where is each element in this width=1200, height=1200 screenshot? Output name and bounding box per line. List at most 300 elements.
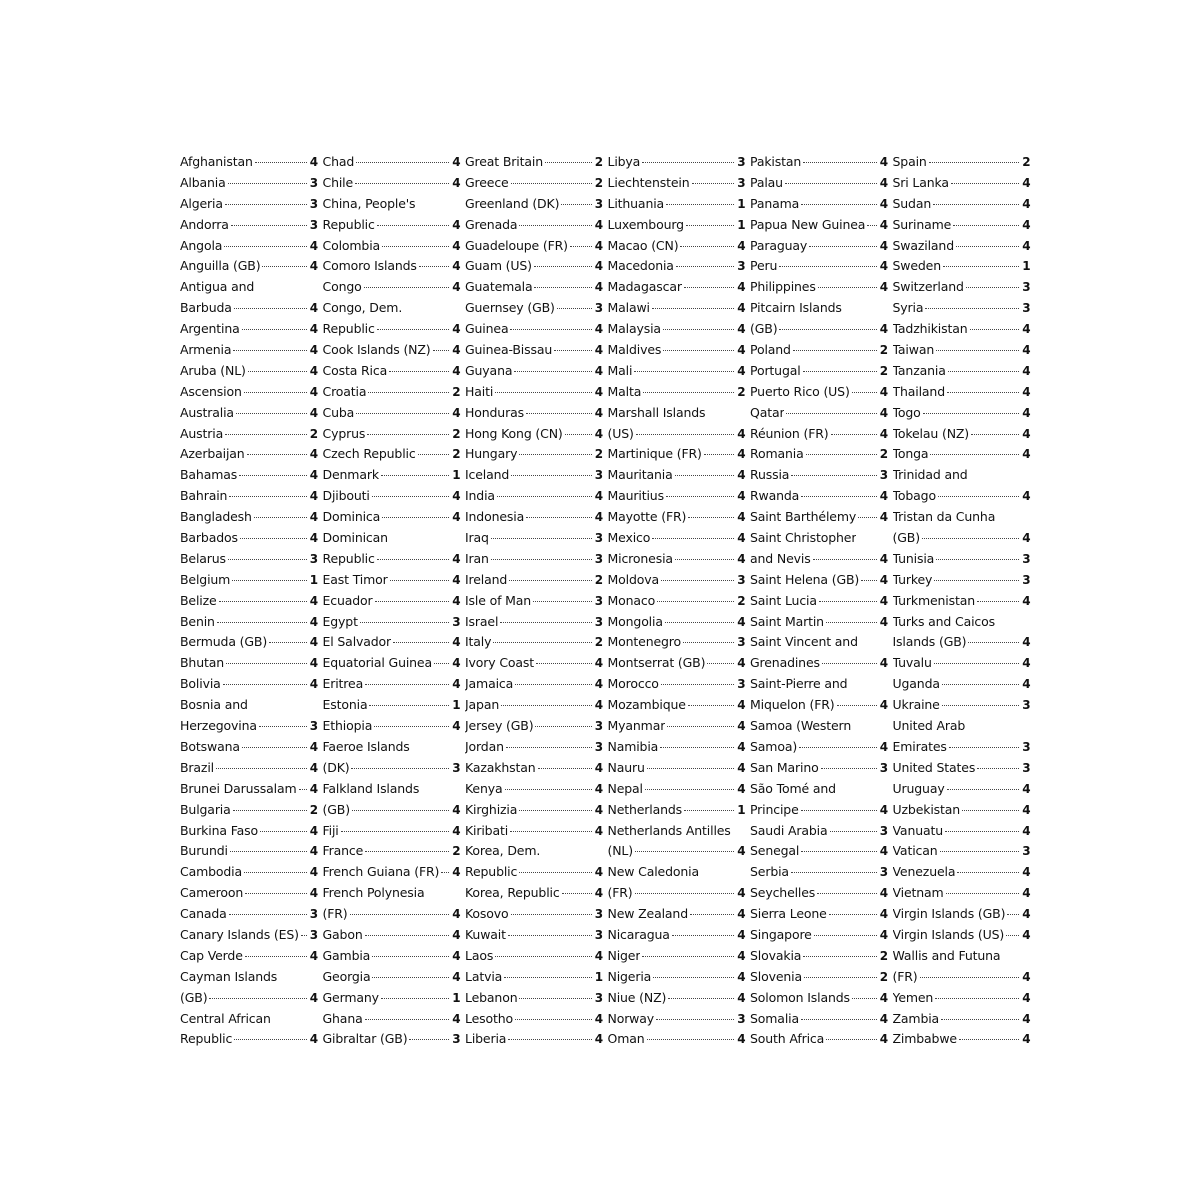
index-entry bbox=[750, 570, 888, 591]
dot-leader bbox=[341, 831, 450, 832]
entry-count: 4 bbox=[1022, 447, 1031, 462]
dot-leader bbox=[822, 663, 877, 664]
entry-count: 4 bbox=[879, 196, 888, 211]
dot-leader bbox=[493, 642, 591, 643]
index-entry bbox=[608, 277, 746, 298]
index-entry bbox=[608, 173, 746, 194]
dot-leader bbox=[683, 642, 734, 643]
index-entry bbox=[323, 674, 461, 695]
index-entry bbox=[750, 1029, 888, 1050]
country-name: (GB) bbox=[750, 321, 778, 337]
index-entry bbox=[608, 298, 746, 319]
dot-leader bbox=[377, 329, 450, 330]
entry-count: 1 bbox=[452, 698, 461, 713]
country-name: Togo bbox=[892, 404, 921, 420]
entry-count: 4 bbox=[309, 781, 318, 796]
index-entry bbox=[180, 695, 318, 716]
index-entry bbox=[893, 298, 1031, 319]
country-name: (FR) bbox=[892, 968, 918, 984]
entry-count: 3 bbox=[1022, 551, 1031, 566]
dot-leader bbox=[519, 998, 591, 999]
dot-leader bbox=[953, 225, 1019, 226]
country-name: Hungary bbox=[465, 446, 518, 462]
dot-leader bbox=[949, 747, 1020, 748]
country-name: and Nevis bbox=[750, 550, 811, 566]
entry-count: 4 bbox=[594, 405, 603, 420]
entry-count: 4 bbox=[452, 969, 461, 984]
dot-leader bbox=[419, 266, 450, 267]
country-name: Lebanon bbox=[465, 989, 518, 1005]
index-entry bbox=[893, 862, 1031, 883]
dot-leader bbox=[519, 810, 592, 811]
dot-leader bbox=[920, 977, 1020, 978]
entry-count: 4 bbox=[737, 343, 746, 358]
entry-count: 4 bbox=[594, 510, 603, 525]
index-entry bbox=[180, 632, 318, 653]
dot-leader bbox=[1006, 935, 1019, 936]
country-name: Botswana bbox=[180, 738, 240, 754]
country-name: Cambodia bbox=[180, 864, 243, 880]
index-entry bbox=[608, 465, 746, 486]
index-entry bbox=[323, 821, 461, 842]
index-entry bbox=[180, 737, 318, 758]
index-entry bbox=[608, 925, 746, 946]
entry-count: 4 bbox=[1022, 363, 1031, 378]
index-entry bbox=[180, 298, 318, 319]
country-name: Egypt bbox=[322, 613, 358, 629]
entry-count: 4 bbox=[309, 405, 318, 420]
country-name: Peru bbox=[750, 258, 778, 274]
entry-count: 3 bbox=[1022, 698, 1031, 713]
dot-leader bbox=[565, 434, 592, 435]
entry-count: 4 bbox=[737, 280, 746, 295]
country-name: Haiti bbox=[465, 383, 494, 399]
index-entry bbox=[180, 382, 318, 403]
country-name: Venezuela bbox=[892, 864, 956, 880]
index-entry bbox=[608, 361, 746, 382]
entry-count: 3 bbox=[309, 175, 318, 190]
entry-count: 4 bbox=[737, 907, 746, 922]
entry-count: 2 bbox=[452, 426, 461, 441]
index-entry bbox=[893, 1029, 1031, 1050]
country-name: Martinique (FR) bbox=[607, 446, 702, 462]
country-name: Estonia bbox=[322, 697, 368, 713]
entry-count: 4 bbox=[879, 990, 888, 1005]
country-name: Tokelau (NZ) bbox=[892, 425, 970, 441]
entry-count: 3 bbox=[594, 301, 603, 316]
index-entry bbox=[465, 967, 603, 988]
country-name: China, People's bbox=[322, 195, 416, 211]
dot-leader bbox=[491, 538, 592, 539]
dot-leader bbox=[652, 308, 734, 309]
index-entry bbox=[323, 403, 461, 424]
dot-leader bbox=[806, 454, 877, 455]
country-name: Zambia bbox=[892, 1010, 940, 1026]
index-entry bbox=[608, 967, 746, 988]
index-entry bbox=[180, 424, 318, 445]
country-name: French Guiana (FR) bbox=[322, 864, 440, 880]
country-name: Cap Verde bbox=[180, 947, 243, 963]
country-name: Czech Republic bbox=[322, 446, 416, 462]
dot-leader bbox=[803, 956, 877, 957]
index-entry bbox=[465, 779, 603, 800]
entry-count: 3 bbox=[309, 551, 318, 566]
country-name: Sweden bbox=[892, 258, 941, 274]
dot-leader bbox=[858, 517, 877, 518]
dot-leader bbox=[369, 705, 449, 706]
dot-leader bbox=[515, 684, 592, 685]
dot-leader bbox=[508, 1039, 592, 1040]
dot-leader bbox=[803, 162, 877, 163]
country-name: Liberia bbox=[465, 1031, 507, 1047]
dot-leader bbox=[786, 413, 876, 414]
dot-leader bbox=[381, 998, 449, 999]
country-name: Montserrat (GB) bbox=[607, 655, 706, 671]
country-name: Turkey bbox=[892, 571, 933, 587]
entry-count: 4 bbox=[594, 280, 603, 295]
index-entry bbox=[608, 862, 746, 883]
dot-leader bbox=[228, 559, 307, 560]
entry-count: 4 bbox=[594, 238, 603, 253]
index-entry bbox=[465, 361, 603, 382]
country-name: Chile bbox=[322, 174, 354, 190]
country-name: Algeria bbox=[180, 195, 223, 211]
country-name: Swaziland bbox=[892, 237, 954, 253]
entry-count: 2 bbox=[452, 844, 461, 859]
dot-leader bbox=[647, 1039, 735, 1040]
index-entry bbox=[465, 173, 603, 194]
index-entry bbox=[323, 465, 461, 486]
index-entry bbox=[608, 340, 746, 361]
country-name: Belarus bbox=[180, 550, 226, 566]
index-entry bbox=[180, 758, 318, 779]
dot-leader bbox=[554, 350, 592, 351]
entry-count: 3 bbox=[594, 907, 603, 922]
dot-leader bbox=[947, 392, 1019, 393]
index-entry bbox=[323, 236, 461, 257]
index-entry bbox=[465, 758, 603, 779]
dot-leader bbox=[562, 893, 592, 894]
dot-leader bbox=[665, 622, 734, 623]
entry-count: 4 bbox=[594, 948, 603, 963]
index-entry bbox=[893, 967, 1031, 988]
entry-count: 3 bbox=[309, 196, 318, 211]
entry-count: 2 bbox=[879, 363, 888, 378]
entry-count: 4 bbox=[309, 301, 318, 316]
dot-leader bbox=[372, 977, 449, 978]
country-name: Brazil bbox=[180, 759, 214, 775]
entry-count: 4 bbox=[452, 802, 461, 817]
dot-leader bbox=[230, 851, 307, 852]
dot-leader bbox=[260, 831, 307, 832]
dot-leader bbox=[809, 246, 877, 247]
index-entry bbox=[608, 424, 746, 445]
index-entry bbox=[323, 925, 461, 946]
dot-leader bbox=[642, 956, 734, 957]
entry-count: 4 bbox=[309, 739, 318, 754]
country-name: Paraguay bbox=[750, 237, 808, 253]
index-entry bbox=[608, 194, 746, 215]
entry-count: 2 bbox=[309, 802, 318, 817]
entry-count: 4 bbox=[737, 489, 746, 504]
index-entry bbox=[893, 173, 1031, 194]
country-name: Croatia bbox=[322, 383, 367, 399]
entry-count: 4 bbox=[309, 656, 318, 671]
dot-leader bbox=[935, 998, 1019, 999]
index-entry bbox=[750, 194, 888, 215]
dot-leader bbox=[957, 872, 1019, 873]
country-name: Ascension bbox=[180, 383, 242, 399]
entry-count: 4 bbox=[452, 593, 461, 608]
index-entry bbox=[323, 1029, 461, 1050]
dot-leader bbox=[545, 162, 592, 163]
entry-count: 2 bbox=[737, 593, 746, 608]
entry-count: 4 bbox=[879, 155, 888, 169]
dot-leader bbox=[511, 183, 592, 184]
country-name: Nigeria bbox=[607, 968, 652, 984]
dot-leader bbox=[510, 329, 591, 330]
entry-count: 4 bbox=[737, 656, 746, 671]
index-entry bbox=[893, 361, 1031, 382]
index-entry bbox=[323, 800, 461, 821]
dot-leader bbox=[433, 350, 450, 351]
index-entry bbox=[465, 256, 603, 277]
index-entry bbox=[608, 236, 746, 257]
country-name: Nicaragua bbox=[607, 926, 670, 942]
entry-count: 4 bbox=[594, 343, 603, 358]
entry-count: 3 bbox=[452, 1032, 461, 1047]
entry-count: 3 bbox=[594, 551, 603, 566]
entry-count: 4 bbox=[309, 468, 318, 483]
country-name: Sierra Leone bbox=[750, 906, 827, 922]
index-entry bbox=[323, 298, 461, 319]
entry-count: 4 bbox=[737, 844, 746, 859]
dot-leader bbox=[785, 183, 877, 184]
dot-leader bbox=[941, 1019, 1019, 1020]
dot-leader bbox=[948, 371, 1020, 372]
index-entry bbox=[893, 256, 1031, 277]
index-entry bbox=[465, 612, 603, 633]
country-name: Burkina Faso bbox=[180, 822, 258, 838]
entry-count: 4 bbox=[452, 656, 461, 671]
dot-leader bbox=[219, 601, 307, 602]
index-entry bbox=[893, 549, 1031, 570]
dot-leader bbox=[506, 747, 592, 748]
country-name: Dominica bbox=[322, 509, 381, 525]
country-name: Bulgaria bbox=[180, 801, 231, 817]
dot-leader bbox=[360, 622, 449, 623]
entry-count: 4 bbox=[1022, 531, 1031, 546]
index-entry bbox=[180, 653, 318, 674]
country-name: Uganda bbox=[892, 676, 940, 692]
entry-count: 4 bbox=[879, 426, 888, 441]
index-entry bbox=[465, 319, 603, 340]
dot-leader bbox=[962, 810, 1019, 811]
country-name: Laos bbox=[465, 947, 494, 963]
dot-leader bbox=[821, 768, 877, 769]
index-entry bbox=[893, 424, 1031, 445]
entry-count: 4 bbox=[1022, 823, 1031, 838]
country-name: Great Britain bbox=[465, 154, 543, 169]
country-name: Monaco bbox=[607, 592, 656, 608]
entry-count: 4 bbox=[309, 363, 318, 378]
index-entry bbox=[465, 194, 603, 215]
entry-count: 4 bbox=[309, 1032, 318, 1047]
dot-leader bbox=[945, 831, 1019, 832]
country-name: Guernsey (GB) bbox=[465, 300, 555, 316]
country-name: Costa Rica bbox=[322, 362, 388, 378]
dot-leader bbox=[686, 225, 734, 226]
country-name: Turks and Caicos bbox=[892, 613, 996, 629]
entry-count: 4 bbox=[309, 384, 318, 399]
country-name: Iceland bbox=[465, 467, 510, 483]
entry-count: 3 bbox=[309, 719, 318, 734]
entry-count: 4 bbox=[452, 259, 461, 274]
entry-count: 4 bbox=[737, 551, 746, 566]
index-entry bbox=[750, 340, 888, 361]
country-name: Ghana bbox=[322, 1010, 363, 1026]
country-name: Sri Lanka bbox=[892, 174, 949, 190]
country-name: Niue (NZ) bbox=[607, 989, 667, 1005]
dot-leader bbox=[942, 705, 1020, 706]
dot-leader bbox=[970, 329, 1020, 330]
entry-count: 3 bbox=[1022, 844, 1031, 859]
country-name: Burundi bbox=[180, 843, 228, 859]
index-entry bbox=[180, 904, 318, 925]
index-entry bbox=[465, 465, 603, 486]
dot-leader bbox=[663, 329, 734, 330]
dot-leader bbox=[519, 454, 591, 455]
dot-leader bbox=[356, 413, 449, 414]
index-entry bbox=[893, 382, 1031, 403]
country-name: (FR) bbox=[607, 885, 633, 901]
index-entry bbox=[465, 674, 603, 695]
entry-count: 4 bbox=[737, 990, 746, 1005]
country-name: Zimbabwe bbox=[892, 1031, 957, 1047]
index-entry bbox=[750, 779, 888, 800]
country-name: (GB) bbox=[892, 530, 920, 546]
country-name: Réunion (FR) bbox=[750, 425, 829, 441]
entry-count: 4 bbox=[737, 719, 746, 734]
entry-count: 4 bbox=[879, 656, 888, 671]
entry-count: 4 bbox=[879, 739, 888, 754]
entry-count: 4 bbox=[452, 823, 461, 838]
dot-leader bbox=[936, 350, 1019, 351]
dot-leader bbox=[791, 872, 877, 873]
index-entry bbox=[180, 236, 318, 257]
entry-count: 3 bbox=[1022, 739, 1031, 754]
index-entry bbox=[750, 653, 888, 674]
index-entry bbox=[180, 1029, 318, 1050]
index-entry bbox=[893, 528, 1031, 549]
index-entry bbox=[750, 361, 888, 382]
dot-leader bbox=[652, 538, 734, 539]
dot-leader bbox=[826, 1039, 877, 1040]
index-entry bbox=[893, 632, 1031, 653]
country-name: Romania bbox=[750, 446, 804, 462]
dot-leader bbox=[922, 538, 1019, 539]
dot-leader bbox=[804, 977, 877, 978]
index-entry bbox=[893, 737, 1031, 758]
dot-leader bbox=[519, 872, 592, 873]
index-entry bbox=[750, 737, 888, 758]
country-name: Guinea bbox=[465, 321, 509, 337]
index-entry bbox=[893, 674, 1031, 695]
index-column bbox=[750, 152, 888, 1050]
entry-count: 2 bbox=[594, 155, 603, 169]
country-name: France bbox=[322, 843, 364, 859]
dot-leader bbox=[925, 308, 1019, 309]
entry-count: 4 bbox=[879, 886, 888, 901]
country-name: Israel bbox=[465, 613, 499, 629]
index-entry bbox=[323, 841, 461, 862]
dot-leader bbox=[653, 977, 734, 978]
index-entry bbox=[180, 988, 318, 1009]
entry-count: 4 bbox=[309, 823, 318, 838]
entry-count: 3 bbox=[879, 760, 888, 775]
country-name: Saint Vincent and bbox=[750, 634, 858, 650]
index-entry bbox=[893, 340, 1031, 361]
country-name: Portugal bbox=[750, 362, 801, 378]
index-entry bbox=[893, 925, 1031, 946]
country-name: Samoa) bbox=[750, 738, 798, 754]
index-entry bbox=[750, 319, 888, 340]
dot-leader bbox=[977, 601, 1019, 602]
dot-leader bbox=[374, 726, 449, 727]
country-name: Aruba (NL) bbox=[180, 362, 246, 378]
entry-count: 4 bbox=[1022, 405, 1031, 420]
dot-leader bbox=[929, 162, 1020, 163]
dot-leader bbox=[500, 622, 592, 623]
index-entry bbox=[750, 716, 888, 737]
index-entry bbox=[750, 800, 888, 821]
country-name: Montenegro bbox=[607, 634, 682, 650]
entry-count: 4 bbox=[737, 363, 746, 378]
dot-leader bbox=[382, 246, 449, 247]
entry-count: 4 bbox=[737, 739, 746, 754]
index-entry bbox=[750, 967, 888, 988]
entry-count: 3 bbox=[1022, 760, 1031, 775]
country-name: Miquelon (FR) bbox=[750, 697, 835, 713]
entry-count: 3 bbox=[737, 175, 746, 190]
country-name: Vietnam bbox=[892, 885, 944, 901]
dot-leader bbox=[244, 392, 307, 393]
country-name: Afghanistan bbox=[180, 154, 253, 169]
index-entry bbox=[323, 340, 461, 361]
dot-leader bbox=[934, 580, 1019, 581]
dot-leader bbox=[393, 642, 449, 643]
index-entry bbox=[323, 256, 461, 277]
dot-leader bbox=[229, 914, 307, 915]
country-name: New Zealand bbox=[607, 906, 688, 922]
index-entry bbox=[465, 298, 603, 319]
index-entry bbox=[750, 173, 888, 194]
index-entry bbox=[608, 612, 746, 633]
country-name: Andorra bbox=[180, 216, 229, 232]
entry-count: 4 bbox=[1022, 927, 1031, 942]
entry-count: 2 bbox=[737, 384, 746, 399]
dot-leader bbox=[536, 663, 592, 664]
country-name: Ethiopia bbox=[322, 718, 373, 734]
entry-count: 4 bbox=[452, 551, 461, 566]
entry-count: 2 bbox=[879, 969, 888, 984]
entry-count: 4 bbox=[879, 593, 888, 608]
dot-leader bbox=[684, 810, 734, 811]
country-name: Tonga bbox=[892, 446, 929, 462]
dot-leader bbox=[861, 580, 877, 581]
index-entry bbox=[750, 883, 888, 904]
index-entry bbox=[608, 653, 746, 674]
